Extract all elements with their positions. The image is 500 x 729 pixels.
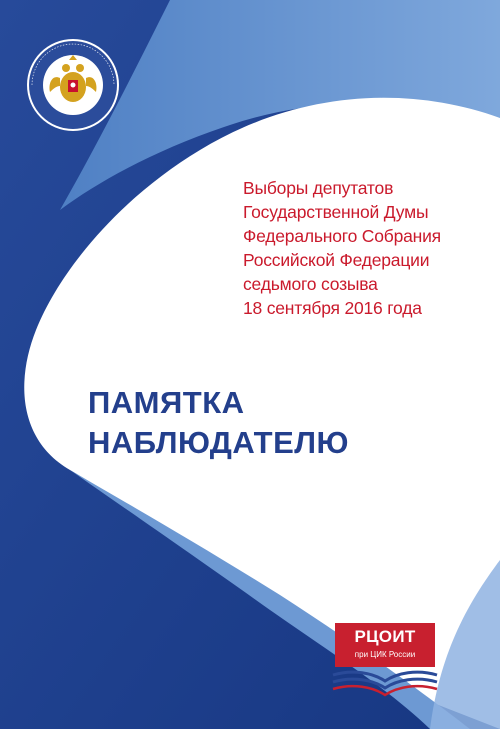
title-line: НАБЛЮДАТЕЛЮ (88, 425, 349, 460)
title-line: ПАМЯТКА (88, 385, 245, 420)
publisher-logo (329, 623, 441, 697)
publisher-subtitle: при ЦИК России (354, 650, 416, 659)
subtitle-line: седьмого созыва (243, 274, 378, 294)
cec-emblem-logo (26, 38, 120, 132)
publisher-brand: РЦОИТ (354, 627, 416, 646)
subtitle-line: Федерального Собрания (243, 226, 441, 246)
subtitle-line: 18 сентября 2016 года (243, 298, 422, 318)
subtitle-line: Российской Федерации (243, 250, 430, 270)
document-title (88, 383, 408, 463)
subtitle-line: Выборы депутатов (243, 178, 394, 198)
subtitle-line: Государственной Думы (243, 202, 429, 222)
election-subtitle (243, 176, 483, 320)
